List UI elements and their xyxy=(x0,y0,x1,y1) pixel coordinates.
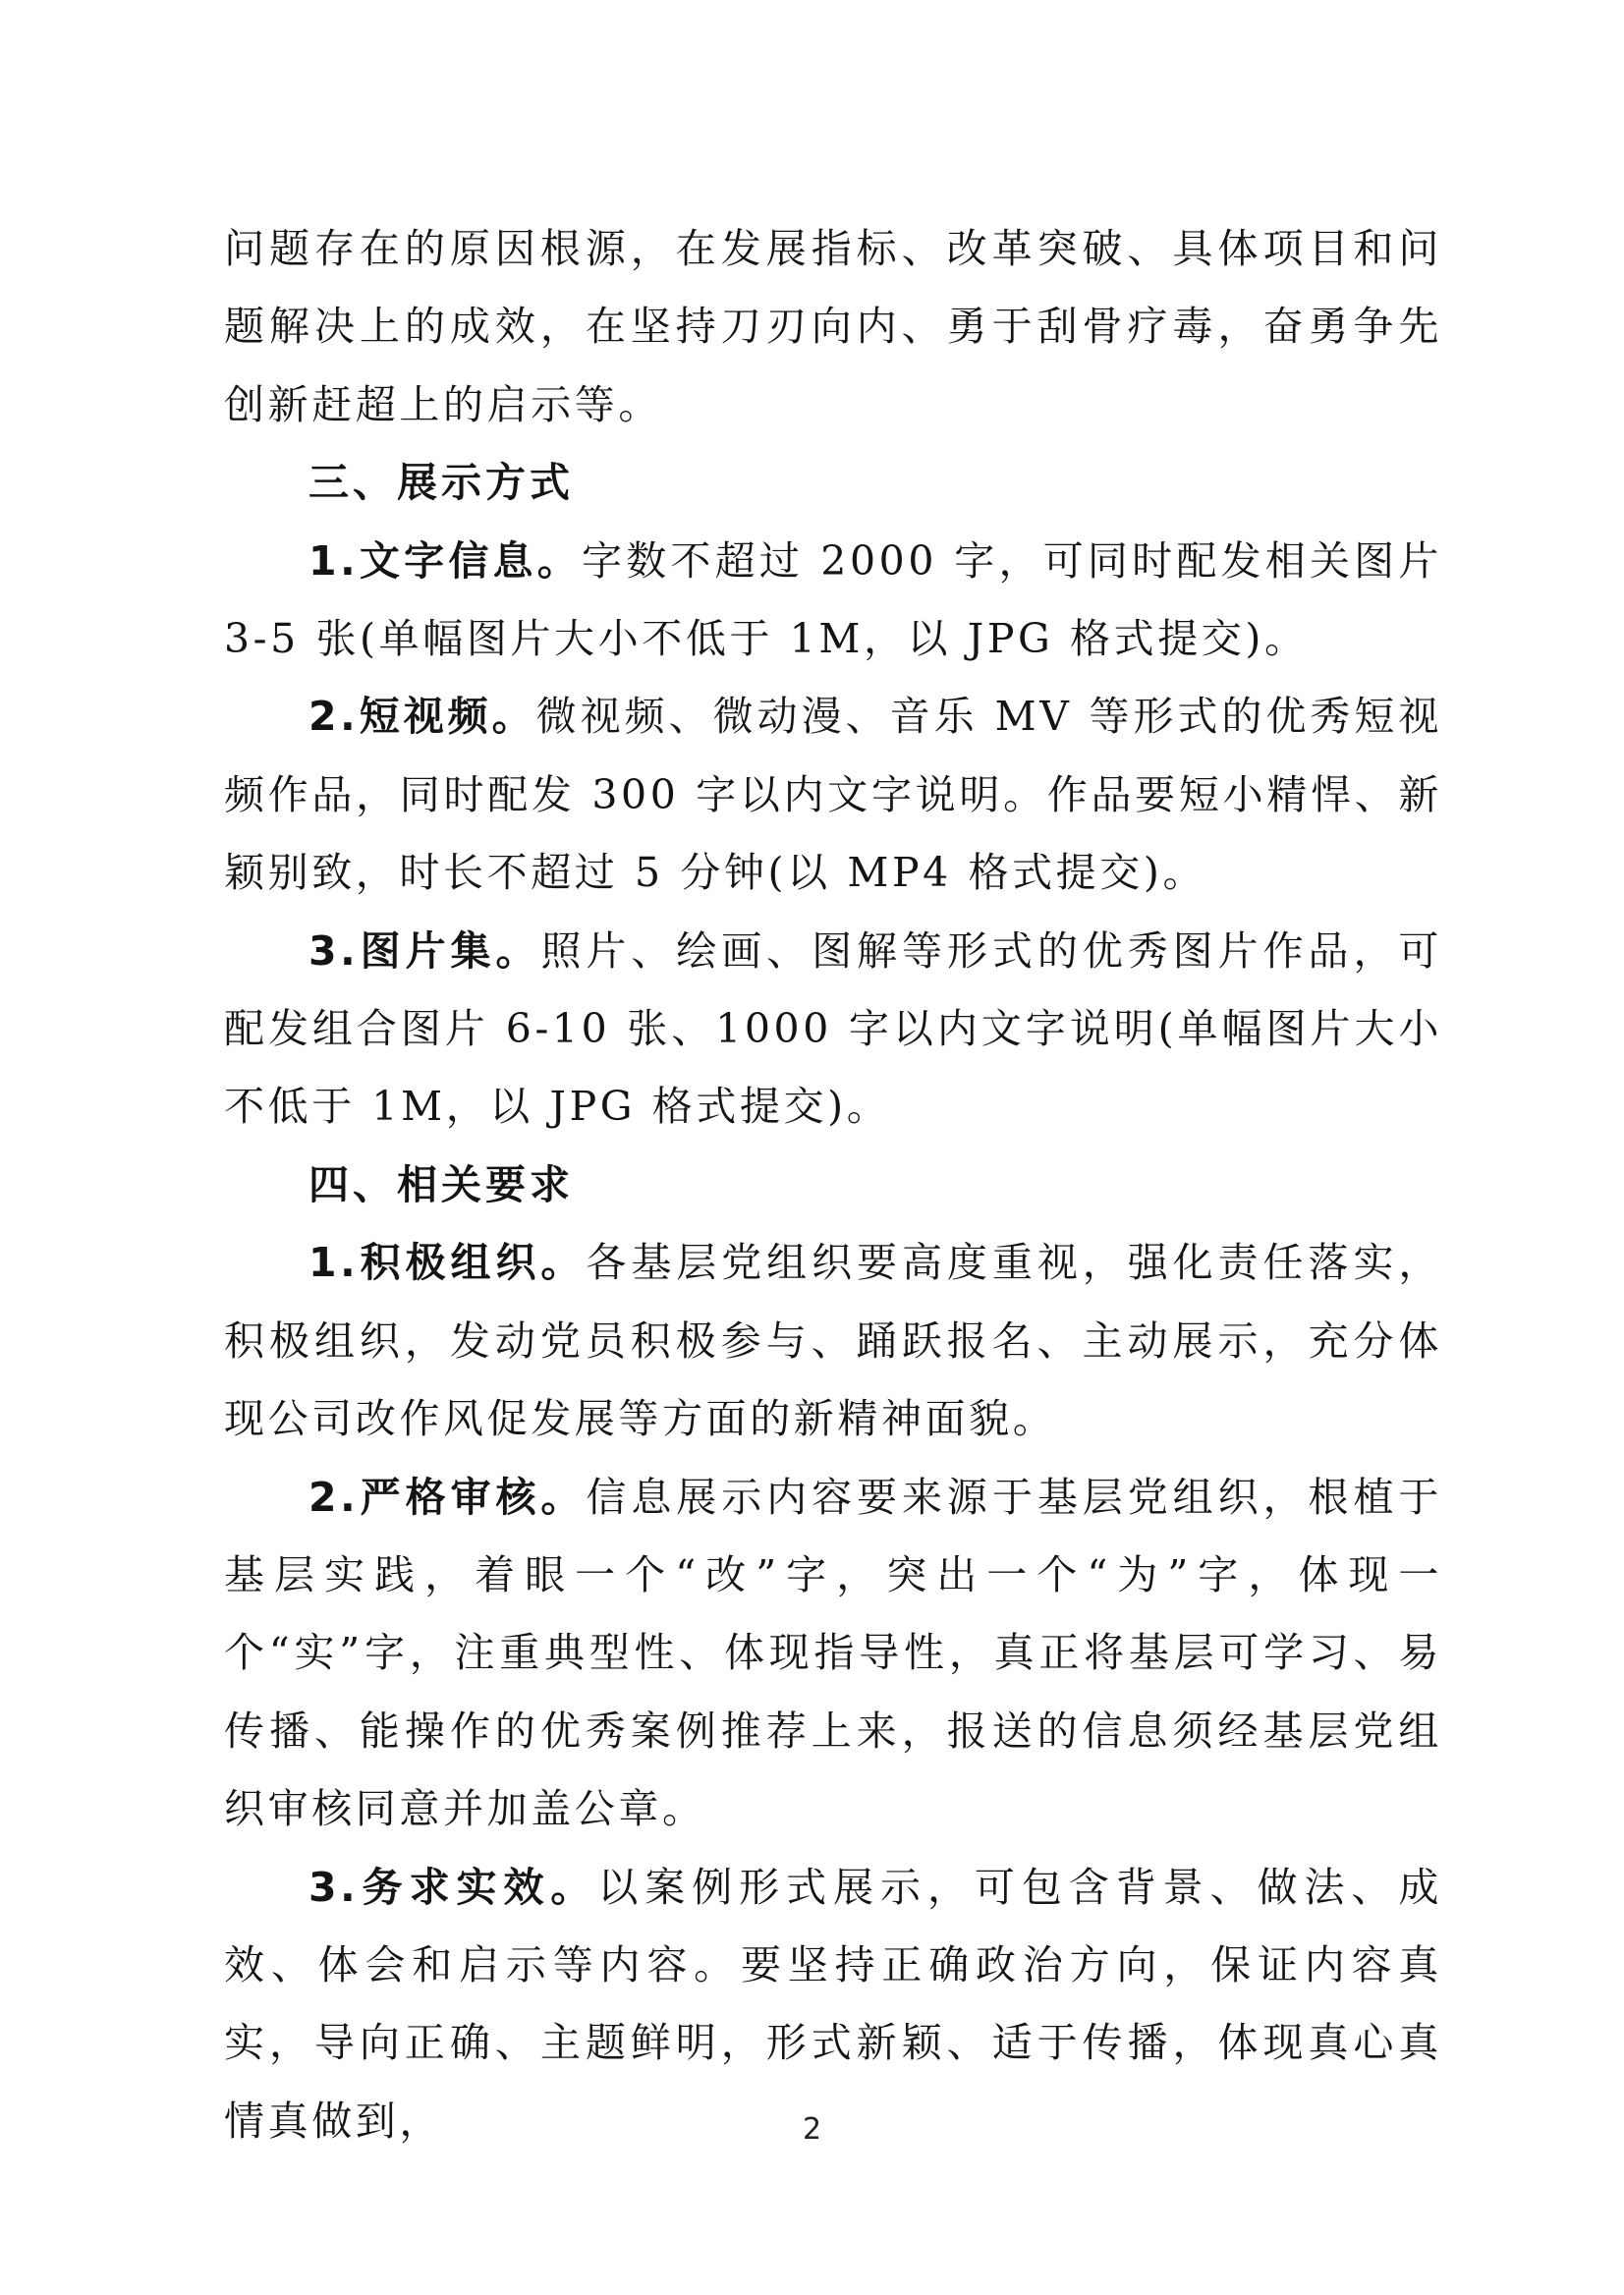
item-lead: 1.文字信息。 xyxy=(308,536,582,585)
item-lead: 3.务求实效。 xyxy=(308,1863,598,1911)
list-item-active-organization xyxy=(224,1224,1442,1458)
list-item-strict-review xyxy=(224,1459,1442,1849)
page-number: 2 xyxy=(802,2112,822,2147)
item-text: 各基层党组织要高度重视，强化责任落实，积极组织，发动党员积极参与、踊跃报名、主动展示，充分体现公司改作风促发展等方面的新精神面貌。 xyxy=(224,1239,1442,1443)
item-lead: 2.严格审核。 xyxy=(308,1473,587,1521)
list-item-picture-set xyxy=(224,913,1442,1147)
item-text: 以案例形式展示，可包含背景、做法、成效、体会和启示等内容。要坚持正确政治方向，保证内容真实，导向正确、主题鲜明，形式新颖、适于传播，体现真心真情真做到， xyxy=(224,1863,1442,2145)
item-lead: 3.图片集。 xyxy=(308,926,541,975)
item-lead: 1.积极组织。 xyxy=(308,1239,587,1287)
continuation-paragraph: 问题存在的原因根源，在发展指标、改革突破、具体项目和问题解决上的成效，在坚持刀刃向内、勇于刮骨疗毒，奋勇争先创新赶超上的启示等。 xyxy=(224,225,1442,428)
list-item-text-info xyxy=(224,523,1442,679)
list-item-short-video xyxy=(224,678,1442,912)
section-heading-display-methods: 三、展示方式 xyxy=(308,459,574,507)
section-heading-requirements: 四、相关要求 xyxy=(308,1160,574,1208)
item-text: 信息展示内容要来源于基层党组织，根植于基层实践，着眼一个“改”字，突出一个“为”字，体现一个“实”字，注重典型性、体现指导性，真正将基层可学习、易传播、能操作的优秀案例推荐上来，报送的信息须经基层党组织审核同意并加盖公章。 xyxy=(224,1473,1442,1833)
document-body xyxy=(224,210,1442,2160)
item-text: 微视频、微动漫、音乐 MV 等形式的优秀短视频作品，同时配发 300 字以内文字说明。作品要短小精悍、新颖别致，时长不超过 5 分钟(以 MP4 格式提交)。 xyxy=(224,693,1442,897)
item-text: 字数不超过 2000 字，可同时配发相关图片 3-5 张(单幅图片大小不低于 1M，以 JPG 格式提交)。 xyxy=(224,536,1442,663)
item-text: 照片、绘画、图解等形式的优秀图片作品，可配发组合图片 6-10 张、1000 字以内文字说明(单幅图片大小不低于 1M，以 JPG 格式提交)。 xyxy=(224,926,1443,1131)
item-lead: 2.短视频。 xyxy=(308,693,536,741)
